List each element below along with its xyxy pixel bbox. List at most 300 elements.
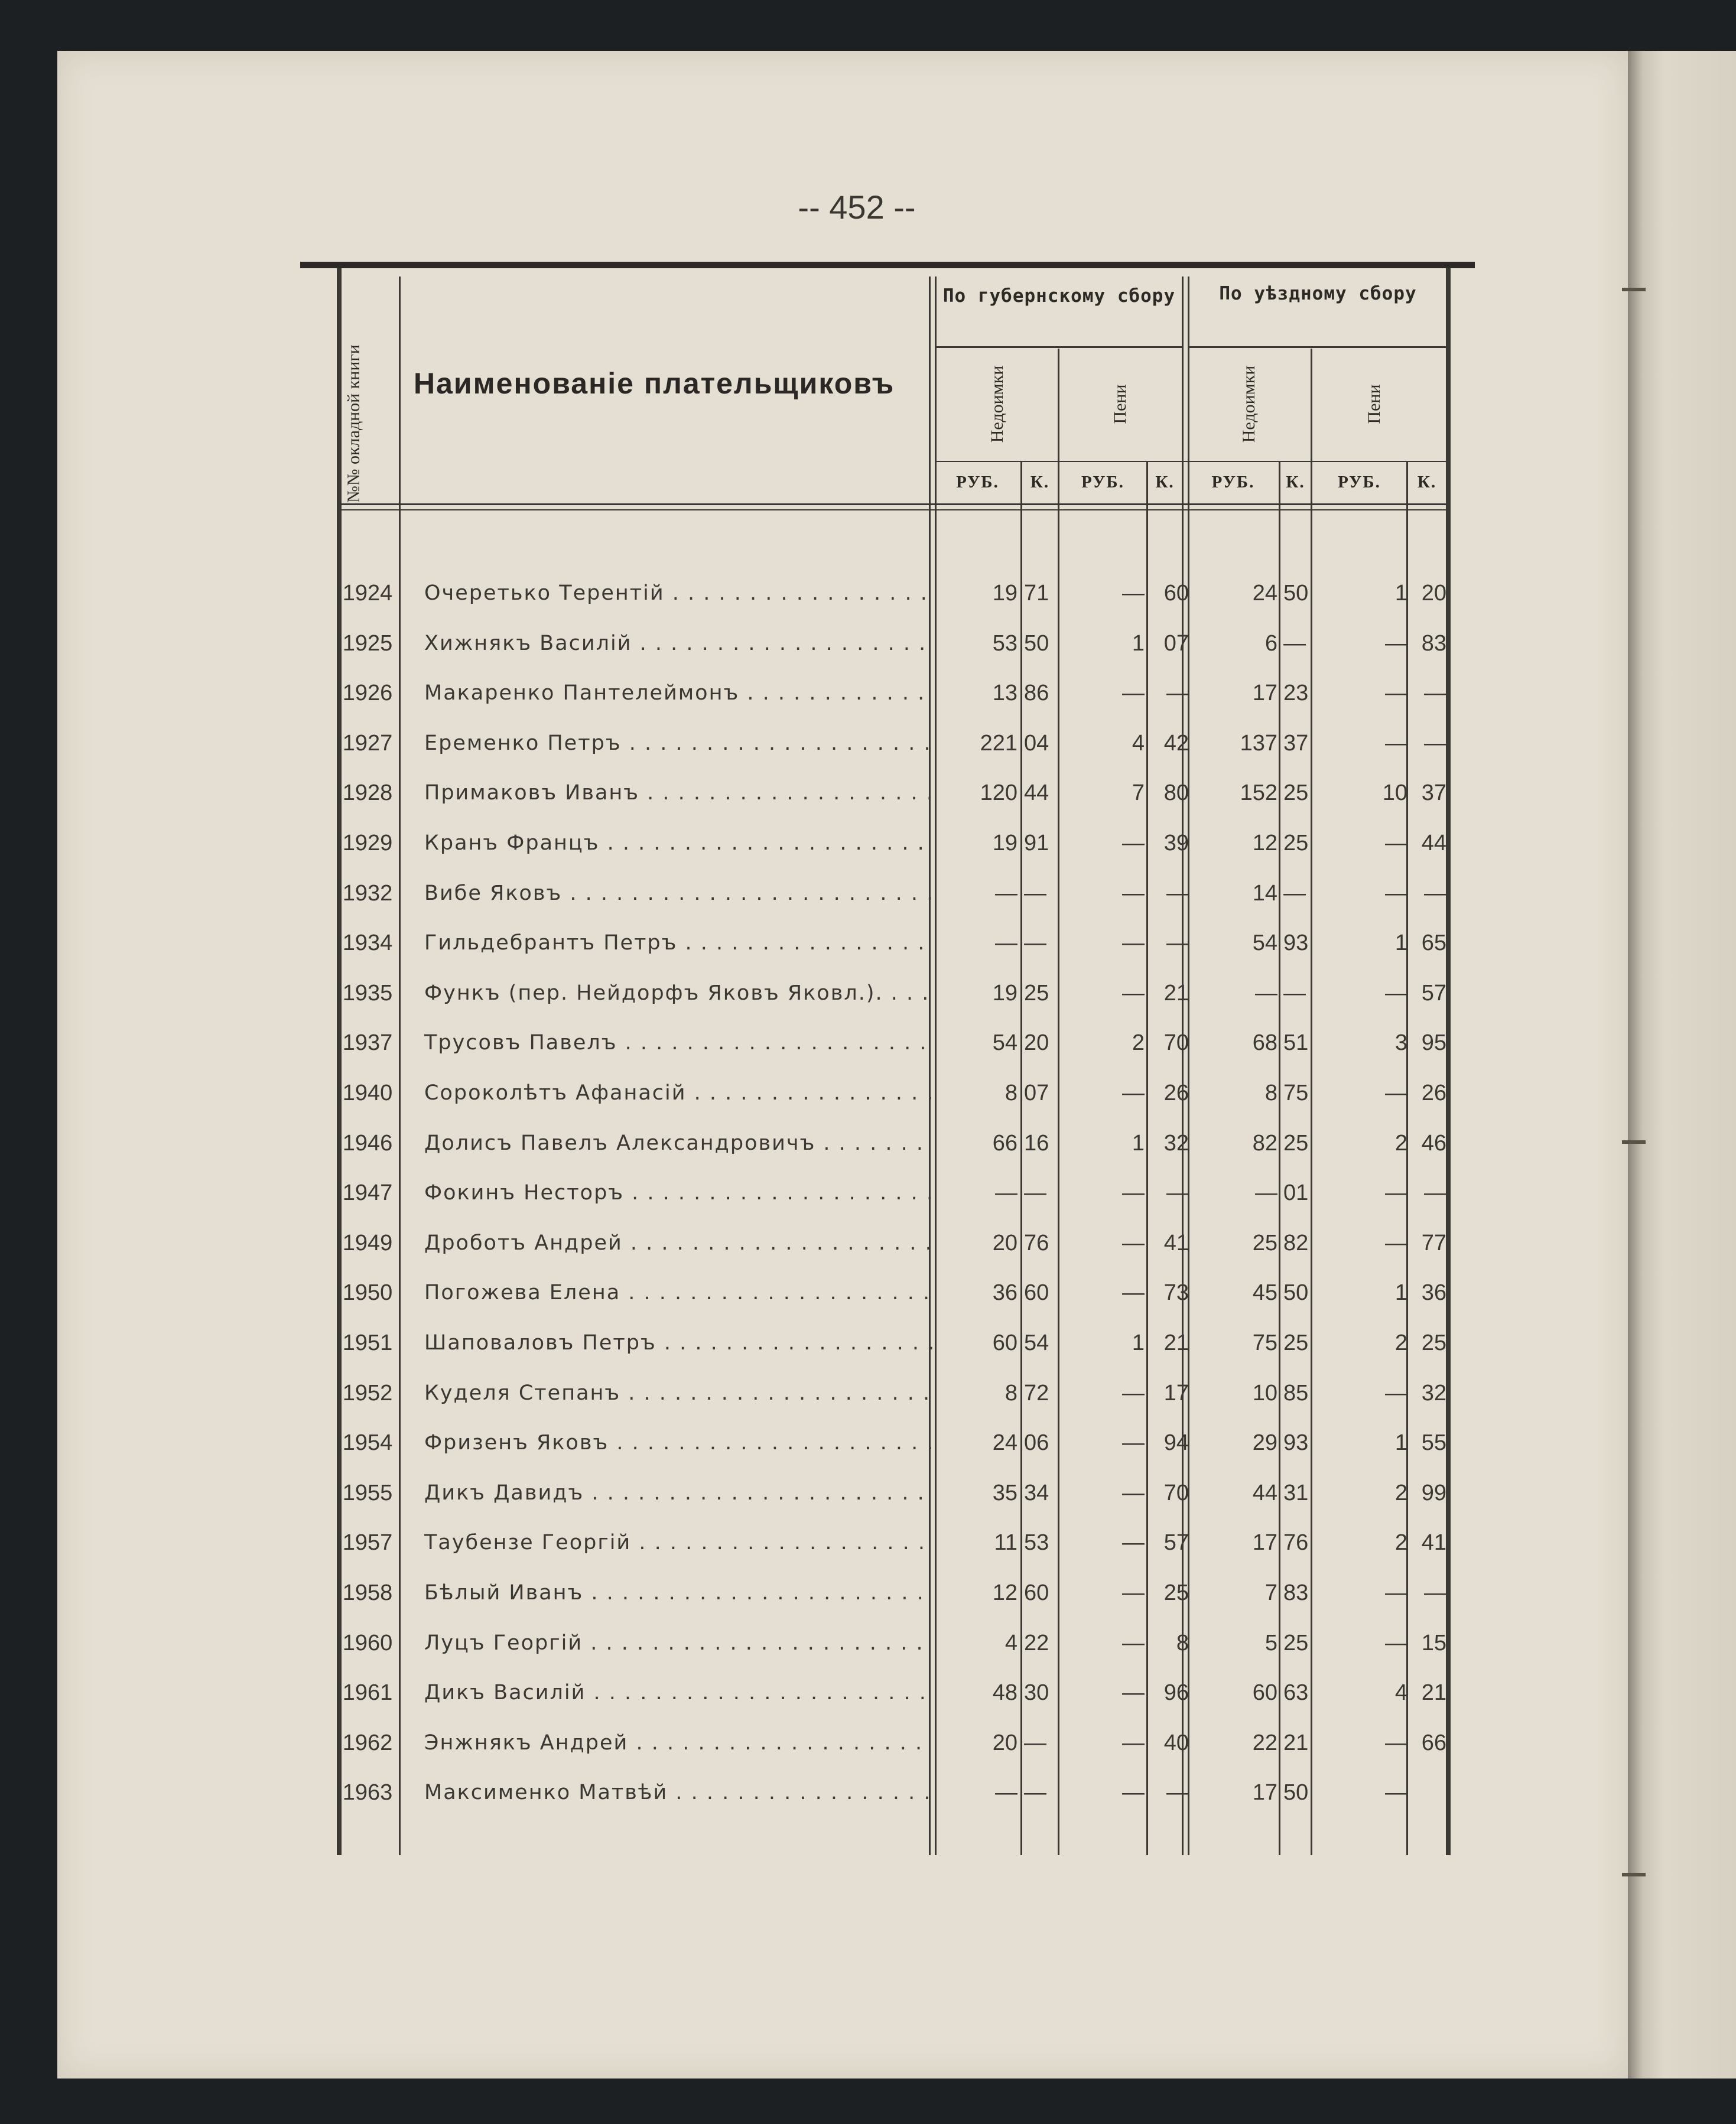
table-row <box>0 669 1477 717</box>
table-row <box>0 1169 1477 1216</box>
table-row <box>0 870 1477 917</box>
gub-penalty-kop-cell: 42 <box>1163 731 1189 756</box>
payer-name-cell: Бѣлый Иванъ . . . <box>424 1569 932 1616</box>
book-number-cell: 1963 <box>342 1780 393 1805</box>
gub-arrears-kop-cell: 30 <box>1024 1680 1049 1705</box>
uezd-arrears-rub-cell: — <box>1255 981 1277 1006</box>
gub-arrears-rub-cell: 19 <box>992 581 1017 606</box>
uezd-penalty-kop-cell: — <box>1424 681 1446 705</box>
uezd-arrears-rub-cell: 45 <box>1252 1280 1277 1305</box>
table-row <box>0 919 1477 967</box>
gub-penalty-rub-cell: — <box>1122 831 1145 856</box>
unit-rub: РУБ. <box>956 473 999 492</box>
uezd-penalty-rub-cell: 1 <box>1394 1430 1407 1455</box>
gub-penalty-kop-cell: 39 <box>1163 831 1189 856</box>
gub-arrears-rub-cell: 35 <box>992 1481 1017 1505</box>
uezd-arrears-kop-cell: 37 <box>1283 731 1309 756</box>
header-bottom-rule <box>342 509 1446 510</box>
uezd-arrears-rub-cell: 7 <box>1264 1580 1277 1605</box>
gub-penalty-rub-cell: — <box>1122 1530 1145 1555</box>
gub-arrears-rub-cell: — <box>995 931 1017 955</box>
uezd-penalty-kop-cell: 36 <box>1421 1280 1446 1305</box>
uezd-arrears-kop-cell: — <box>1283 981 1306 1006</box>
gub-arrears-kop-cell: 04 <box>1024 731 1049 756</box>
uezd-penalty-kop-cell: 57 <box>1421 981 1446 1006</box>
uezd-penalty-kop-cell: 44 <box>1421 831 1446 856</box>
book-number-cell: 1932 <box>342 881 393 906</box>
gub-arrears-rub-cell: 11 <box>994 1530 1017 1555</box>
payer-name-cell: Луцъ Георгій . . . <box>424 1619 932 1667</box>
uezd-penalty-rub-cell: — <box>1385 681 1407 705</box>
uezd-penalty-rub-cell: — <box>1385 881 1407 906</box>
table-row <box>0 1319 1477 1367</box>
uezd-penalty-kop-cell: — <box>1424 1580 1446 1605</box>
gub-penalty-kop-cell: 96 <box>1163 1680 1189 1705</box>
uezd-penalty-rub-cell: — <box>1385 1631 1407 1655</box>
unit-kop: К. <box>1417 473 1437 492</box>
payer-name-cell: Примаковъ Иванъ . . . <box>424 769 932 817</box>
book-number-cell: 1947 <box>342 1180 393 1205</box>
uezd-arrears-rub-cell: 137 <box>1240 731 1277 756</box>
uezd-penalty-rub-cell: 1 <box>1394 931 1407 955</box>
payer-name-cell: Максименко Матвѣй . . . <box>424 1769 932 1816</box>
uezd-arrears-kop-cell: 50 <box>1283 1280 1309 1305</box>
payer-name-cell: Фризенъ Яковъ . . . <box>424 1419 932 1466</box>
uezd-penalty-kop-cell: 46 <box>1421 1131 1446 1156</box>
table-row <box>0 1519 1477 1566</box>
uezd-arrears-kop-cell: 76 <box>1283 1530 1309 1555</box>
uezd-arrears-rub-cell: 24 <box>1252 581 1277 606</box>
uezd-arrears-kop-cell: 25 <box>1283 1631 1309 1655</box>
gub-penalty-kop-cell: 70 <box>1163 1030 1189 1055</box>
uezd-penalty-rub-cell: 10 <box>1382 780 1407 805</box>
gub-arrears-kop-cell: 20 <box>1024 1030 1049 1055</box>
payer-name-cell: Дроботъ Андрей . . . <box>424 1219 932 1267</box>
uezd-penalty-kop-cell: 55 <box>1421 1430 1446 1455</box>
gub-arrears-rub-cell: 24 <box>992 1430 1017 1455</box>
gub-arrears-kop-cell: 16 <box>1024 1131 1049 1156</box>
uezd-penalty-kop-cell: — <box>1424 881 1446 906</box>
payer-name-cell: Фокинъ Несторъ . . . <box>424 1169 932 1216</box>
uezd-penalty-rub-cell: — <box>1385 731 1407 756</box>
unit-rub: РУБ. <box>1211 473 1255 492</box>
gub-penalty-rub-cell: — <box>1122 1580 1145 1605</box>
payer-name-cell: Функъ (пер. Нейдорфъ Яковъ Яковл.). . . . <box>424 970 932 1017</box>
uezd-penalty-kop-cell: 15 <box>1421 1631 1446 1655</box>
gub-penalty-rub-cell: — <box>1122 931 1145 955</box>
gub-penalty-kop-cell: 21 <box>1163 981 1189 1006</box>
gub-arrears-rub-cell: 36 <box>992 1280 1017 1305</box>
table-row <box>0 1669 1477 1716</box>
gub-arrears-kop-cell: 91 <box>1024 831 1049 856</box>
uezd-penalty-kop-cell: — <box>1424 1180 1446 1205</box>
table-row <box>0 1419 1477 1466</box>
table-row <box>0 1569 1477 1616</box>
payer-name-cell: Погожева Елена . . . <box>424 1269 932 1316</box>
uezd-arrears-rub-cell: 82 <box>1252 1131 1277 1156</box>
gub-arrears-kop-cell: — <box>1024 931 1046 955</box>
uezd-penalty-rub-cell: — <box>1385 1231 1407 1255</box>
gub-arrears-rub-cell: 60 <box>992 1331 1017 1355</box>
gub-arrears-kop-cell: — <box>1024 1180 1046 1205</box>
sub-arrears-gubernia: Недоимки <box>987 365 1007 443</box>
payer-name-cell: Энжнякъ Андрей . . . <box>424 1719 932 1767</box>
book-number-cell: 1935 <box>342 981 393 1006</box>
gub-penalty-rub-cell: — <box>1122 1231 1145 1255</box>
gub-penalty-rub-cell: — <box>1122 1680 1145 1705</box>
gub-penalty-kop-cell: 40 <box>1163 1731 1189 1755</box>
table-row <box>0 1469 1477 1517</box>
book-number-cell: 1951 <box>342 1331 393 1355</box>
uezd-arrears-kop-cell: 83 <box>1283 1580 1309 1605</box>
gub-arrears-kop-cell: 50 <box>1024 631 1049 656</box>
uezd-penalty-kop-cell: 77 <box>1421 1231 1446 1255</box>
gub-penalty-rub-cell: — <box>1122 1180 1145 1205</box>
uezd-penalty-kop-cell: 37 <box>1421 780 1446 805</box>
uezd-arrears-kop-cell: 01 <box>1283 1180 1309 1205</box>
table-row <box>0 570 1477 617</box>
binding-clip <box>1622 1140 1646 1144</box>
uezd-arrears-rub-cell: 17 <box>1252 681 1277 705</box>
uezd-arrears-kop-cell: 21 <box>1283 1731 1309 1755</box>
gub-penalty-kop-cell: — <box>1166 1780 1189 1805</box>
uezd-penalty-rub-cell: — <box>1385 1180 1407 1205</box>
uezd-arrears-kop-cell: 25 <box>1283 831 1309 856</box>
sub-penalty-gubernia: Пени <box>1110 384 1130 424</box>
gub-arrears-rub-cell: 12 <box>992 1580 1017 1605</box>
payer-name-cell: Еременко Петръ . . . <box>424 720 932 767</box>
gub-arrears-kop-cell: 07 <box>1024 1081 1049 1105</box>
gub-arrears-rub-cell: 66 <box>992 1131 1017 1156</box>
table-row <box>0 819 1477 867</box>
payer-name-cell: Дикъ Давидъ . . . <box>424 1469 932 1517</box>
gub-penalty-kop-cell: 25 <box>1163 1580 1189 1605</box>
uezd-arrears-kop-cell: 85 <box>1283 1381 1309 1406</box>
gub-penalty-kop-cell: — <box>1166 931 1189 955</box>
gub-arrears-kop-cell: 54 <box>1024 1331 1049 1355</box>
gub-penalty-rub-cell: 1 <box>1132 1331 1145 1355</box>
gub-arrears-kop-cell: 86 <box>1024 681 1049 705</box>
uezd-arrears-kop-cell: 31 <box>1283 1481 1309 1505</box>
gub-arrears-rub-cell: 20 <box>992 1731 1017 1755</box>
uezd-penalty-rub-cell: 2 <box>1394 1131 1407 1156</box>
gub-penalty-kop-cell: 70 <box>1163 1481 1189 1505</box>
table-top-rule <box>300 262 1475 268</box>
sub-penalty-uezd: Пени <box>1364 384 1384 424</box>
book-number-cell: 1934 <box>342 931 393 955</box>
gub-penalty-rub-cell: — <box>1122 1481 1145 1505</box>
book-number-cell: 1949 <box>342 1231 393 1255</box>
uezd-arrears-kop-cell: 25 <box>1283 780 1309 805</box>
uezd-penalty-rub-cell: — <box>1385 1580 1407 1605</box>
uezd-penalty-rub-cell: 1 <box>1394 581 1407 606</box>
uezd-penalty-kop-cell: 32 <box>1421 1381 1446 1406</box>
uezd-arrears-rub-cell: 29 <box>1252 1430 1277 1455</box>
header-rule <box>1188 346 1446 348</box>
gub-arrears-rub-cell: 8 <box>1004 1081 1017 1105</box>
header-bottom-rule <box>342 503 1446 505</box>
uezd-penalty-rub-cell: 3 <box>1394 1030 1407 1055</box>
book-number-cell: 1924 <box>342 581 393 606</box>
unit-kop: К. <box>1155 473 1175 492</box>
gub-arrears-kop-cell: 34 <box>1024 1481 1049 1505</box>
uezd-arrears-rub-cell: 68 <box>1252 1030 1277 1055</box>
uezd-arrears-kop-cell: 93 <box>1283 931 1309 955</box>
book-number-cell: 1955 <box>342 1481 393 1505</box>
payer-name-cell: Сороколѣтъ Афанасій . . . <box>424 1069 932 1117</box>
uezd-penalty-kop-cell: 20 <box>1421 581 1446 606</box>
payer-name-cell: Куделя Степанъ . . . <box>424 1370 932 1417</box>
book-number-cell: 1929 <box>342 831 393 856</box>
book-number-cell: 1928 <box>342 780 393 805</box>
uezd-arrears-rub-cell: 17 <box>1252 1530 1277 1555</box>
gub-penalty-kop-cell: 32 <box>1163 1131 1189 1156</box>
book-number-cell: 1962 <box>342 1731 393 1755</box>
book-number-cell: 1925 <box>342 631 393 656</box>
table-row <box>0 970 1477 1017</box>
gub-arrears-rub-cell: 20 <box>992 1231 1017 1255</box>
gub-arrears-kop-cell: — <box>1024 881 1046 906</box>
group-uezd-header: По уѣздному сбору <box>1219 283 1417 304</box>
uezd-penalty-kop-cell: 26 <box>1421 1081 1446 1105</box>
binding-clip <box>1622 1873 1646 1876</box>
gub-penalty-kop-cell: 41 <box>1163 1231 1189 1255</box>
uezd-arrears-kop-cell: 93 <box>1283 1430 1309 1455</box>
book-number-cell: 1952 <box>342 1381 393 1406</box>
gub-penalty-kop-cell: — <box>1166 1180 1189 1205</box>
book-number-cell: 1950 <box>342 1280 393 1305</box>
gub-penalty-kop-cell: 26 <box>1163 1081 1189 1105</box>
group-gubernia-header: По губернскому сбору <box>942 285 1176 307</box>
gub-penalty-rub-cell: 1 <box>1132 631 1145 656</box>
gub-arrears-rub-cell: 4 <box>1004 1631 1017 1655</box>
uezd-arrears-rub-cell: 75 <box>1252 1331 1277 1355</box>
uezd-arrears-kop-cell: 63 <box>1283 1680 1309 1705</box>
gub-arrears-rub-cell: 221 <box>980 731 1017 756</box>
unit-kop: К. <box>1030 473 1050 492</box>
uezd-arrears-kop-cell: 50 <box>1283 581 1309 606</box>
uezd-arrears-rub-cell: 17 <box>1252 1780 1277 1805</box>
uezd-arrears-rub-cell: 54 <box>1252 931 1277 955</box>
uezd-penalty-rub-cell: — <box>1385 631 1407 656</box>
uezd-arrears-kop-cell: 82 <box>1283 1231 1309 1255</box>
payer-name-cell: Очеретько Терентій . . . <box>424 570 932 617</box>
uezd-arrears-rub-cell: 10 <box>1252 1381 1277 1406</box>
uezd-penalty-rub-cell: — <box>1385 1731 1407 1755</box>
uezd-penalty-rub-cell: 2 <box>1394 1530 1407 1555</box>
payer-name-cell: Трусовъ Павелъ . . . <box>424 1019 932 1066</box>
book-number-cell: 1958 <box>342 1580 393 1605</box>
gub-arrears-rub-cell: 48 <box>992 1680 1017 1705</box>
payer-name-cell: Вибе Яковъ . . . <box>424 870 932 917</box>
table-row <box>0 1370 1477 1417</box>
uezd-penalty-kop-cell: 95 <box>1421 1030 1446 1055</box>
uezd-penalty-rub-cell: — <box>1385 831 1407 856</box>
gub-penalty-rub-cell: — <box>1122 881 1145 906</box>
table-row <box>0 720 1477 767</box>
gub-penalty-rub-cell: — <box>1122 1280 1145 1305</box>
uezd-arrears-kop-cell: 75 <box>1283 1081 1309 1105</box>
payer-name-cell: Хижнякъ Василій . . . <box>424 620 932 667</box>
uezd-arrears-kop-cell: — <box>1283 881 1306 906</box>
table-row <box>0 769 1477 817</box>
uezd-arrears-rub-cell: 14 <box>1252 881 1277 906</box>
uezd-arrears-rub-cell: 22 <box>1252 1731 1277 1755</box>
uezd-arrears-rub-cell: 152 <box>1240 780 1277 805</box>
payer-name-cell: Дикъ Василій . . . <box>424 1669 932 1716</box>
uezd-penalty-rub-cell: — <box>1385 981 1407 1006</box>
col-name-header: Наименованіе плательщиковъ <box>414 367 895 400</box>
uezd-arrears-kop-cell: 25 <box>1283 1131 1309 1156</box>
gub-arrears-kop-cell: 76 <box>1024 1231 1049 1255</box>
payer-name-cell: Долисъ Павелъ Александровичъ . . . <box>424 1120 932 1167</box>
gub-arrears-kop-cell: — <box>1024 1731 1046 1755</box>
book-number-cell: 1937 <box>342 1030 393 1055</box>
table-row <box>0 1120 1477 1167</box>
gub-penalty-rub-cell: 2 <box>1132 1030 1145 1055</box>
uezd-penalty-rub-cell: 2 <box>1394 1331 1407 1355</box>
table-row <box>0 1769 1477 1816</box>
book-number-cell: 1926 <box>342 681 393 705</box>
gub-penalty-kop-cell: 57 <box>1163 1530 1189 1555</box>
table-row <box>0 1019 1477 1066</box>
gub-arrears-rub-cell: 13 <box>992 681 1017 705</box>
uezd-arrears-rub-cell: 6 <box>1264 631 1277 656</box>
gub-penalty-rub-cell: 4 <box>1132 731 1145 756</box>
gub-penalty-rub-cell: — <box>1122 1430 1145 1455</box>
table-row <box>0 1069 1477 1117</box>
gub-arrears-kop-cell: — <box>1024 1780 1046 1805</box>
gub-penalty-kop-cell: 73 <box>1163 1280 1189 1305</box>
book-number-cell: 1957 <box>342 1530 393 1555</box>
page-number: -- 452 -- <box>798 188 916 226</box>
gub-penalty-rub-cell: — <box>1122 581 1145 606</box>
uezd-penalty-rub-cell: 1 <box>1394 1280 1407 1305</box>
gub-penalty-rub-cell: — <box>1122 681 1145 705</box>
gub-arrears-kop-cell: 22 <box>1024 1631 1049 1655</box>
book-number-cell: 1940 <box>342 1081 393 1105</box>
payer-name-cell: Гильдебрантъ Петръ . . . <box>424 919 932 967</box>
gub-penalty-rub-cell: — <box>1122 1631 1145 1655</box>
gub-penalty-kop-cell: 21 <box>1163 1331 1189 1355</box>
uezd-penalty-kop-cell: 25 <box>1421 1331 1446 1355</box>
uezd-arrears-rub-cell: 25 <box>1252 1231 1277 1255</box>
uezd-arrears-kop-cell: 51 <box>1283 1030 1309 1055</box>
gub-penalty-kop-cell: 07 <box>1163 631 1189 656</box>
uezd-arrears-rub-cell: 12 <box>1252 831 1277 856</box>
payer-name-cell: Таубензе Георгій . . . <box>424 1519 932 1566</box>
gub-arrears-rub-cell: 19 <box>992 831 1017 856</box>
binding-clip <box>1622 288 1646 291</box>
gub-penalty-rub-cell: 1 <box>1132 1131 1145 1156</box>
uezd-arrears-rub-cell: — <box>1255 1180 1277 1205</box>
gub-penalty-rub-cell: 7 <box>1132 780 1145 805</box>
gub-arrears-rub-cell: 120 <box>980 780 1017 805</box>
table-row <box>0 1269 1477 1316</box>
payer-name-cell: Макаренко Пантелеймонъ . . . <box>424 669 932 717</box>
uezd-arrears-kop-cell: 25 <box>1283 1331 1309 1355</box>
uezd-arrears-rub-cell: 60 <box>1252 1680 1277 1705</box>
uezd-arrears-kop-cell: — <box>1283 631 1306 656</box>
unit-kop: К. <box>1286 473 1305 492</box>
book-number-cell: 1961 <box>342 1680 393 1705</box>
uezd-penalty-kop-cell: 99 <box>1421 1481 1446 1505</box>
book-number-cell: 1946 <box>342 1131 393 1156</box>
gub-arrears-kop-cell: 60 <box>1024 1280 1049 1305</box>
gub-arrears-kop-cell: 60 <box>1024 1580 1049 1605</box>
gub-penalty-rub-cell: — <box>1122 981 1145 1006</box>
gub-arrears-rub-cell: 54 <box>992 1030 1017 1055</box>
gub-arrears-rub-cell: — <box>995 1180 1017 1205</box>
uezd-arrears-rub-cell: 8 <box>1264 1081 1277 1105</box>
gub-arrears-kop-cell: 06 <box>1024 1430 1049 1455</box>
gub-penalty-kop-cell: — <box>1166 681 1189 705</box>
uezd-penalty-kop-cell: 41 <box>1421 1530 1446 1555</box>
uezd-arrears-kop-cell: 23 <box>1283 681 1309 705</box>
gub-penalty-kop-cell: 17 <box>1163 1381 1189 1406</box>
uezd-arrears-rub-cell: 44 <box>1252 1481 1277 1505</box>
sub-arrears-uezd: Недоимки <box>1239 365 1259 443</box>
book-number-cell: 1960 <box>342 1631 393 1655</box>
uezd-penalty-kop-cell: 66 <box>1421 1731 1446 1755</box>
table-row <box>0 1619 1477 1667</box>
gub-penalty-kop-cell: 60 <box>1163 581 1189 606</box>
gub-penalty-kop-cell: 8 <box>1176 1631 1189 1655</box>
gub-arrears-rub-cell: 19 <box>992 981 1017 1006</box>
uezd-penalty-kop-cell: — <box>1424 731 1446 756</box>
uezd-arrears-kop-cell: 50 <box>1283 1780 1309 1805</box>
uezd-arrears-rub-cell: 5 <box>1264 1631 1277 1655</box>
uezd-penalty-rub-cell: 2 <box>1394 1481 1407 1505</box>
gub-arrears-rub-cell: — <box>995 1780 1017 1805</box>
table-row <box>0 1719 1477 1767</box>
gub-arrears-kop-cell: 53 <box>1024 1530 1049 1555</box>
payer-name-cell: Шаповаловъ Петръ . . . <box>424 1319 932 1367</box>
gub-arrears-rub-cell: 53 <box>992 631 1017 656</box>
uezd-penalty-kop-cell: 65 <box>1421 931 1446 955</box>
uezd-penalty-rub-cell: — <box>1385 1081 1407 1105</box>
book-number-cell: 1954 <box>342 1430 393 1455</box>
gub-arrears-rub-cell: — <box>995 881 1017 906</box>
gub-penalty-rub-cell: — <box>1122 1081 1145 1105</box>
uezd-penalty-kop-cell: 21 <box>1421 1680 1446 1705</box>
payer-name-cell: Кранъ Францъ . . . <box>424 819 932 867</box>
unit-rub: РУБ. <box>1081 473 1124 492</box>
gub-penalty-rub-cell: — <box>1122 1731 1145 1755</box>
gub-arrears-kop-cell: 44 <box>1024 780 1049 805</box>
uezd-penalty-rub-cell: 4 <box>1394 1680 1407 1705</box>
gub-penalty-rub-cell: — <box>1122 1381 1145 1406</box>
gub-penalty-rub-cell: — <box>1122 1780 1145 1805</box>
table-row <box>0 620 1477 667</box>
gub-penalty-kop-cell: 94 <box>1163 1430 1189 1455</box>
book-number-cell: 1927 <box>342 731 393 756</box>
uezd-penalty-rub-cell: — <box>1385 1381 1407 1406</box>
unit-rub: РУБ. <box>1338 473 1381 492</box>
col-book-number-header: №№ окладной книги <box>344 344 363 503</box>
uezd-penalty-kop-cell: 83 <box>1421 631 1446 656</box>
gub-penalty-kop-cell: 80 <box>1163 780 1189 805</box>
gub-arrears-kop-cell: 71 <box>1024 581 1049 606</box>
table-row <box>0 1219 1477 1267</box>
gub-arrears-rub-cell: 8 <box>1004 1381 1017 1406</box>
gub-arrears-kop-cell: 25 <box>1024 981 1049 1006</box>
header-rule <box>935 346 1182 348</box>
facing-page-edge <box>1628 51 1736 2079</box>
gub-arrears-kop-cell: 72 <box>1024 1381 1049 1406</box>
gub-penalty-kop-cell: — <box>1166 881 1189 906</box>
uezd-penalty-rub-cell: — <box>1385 1780 1407 1805</box>
